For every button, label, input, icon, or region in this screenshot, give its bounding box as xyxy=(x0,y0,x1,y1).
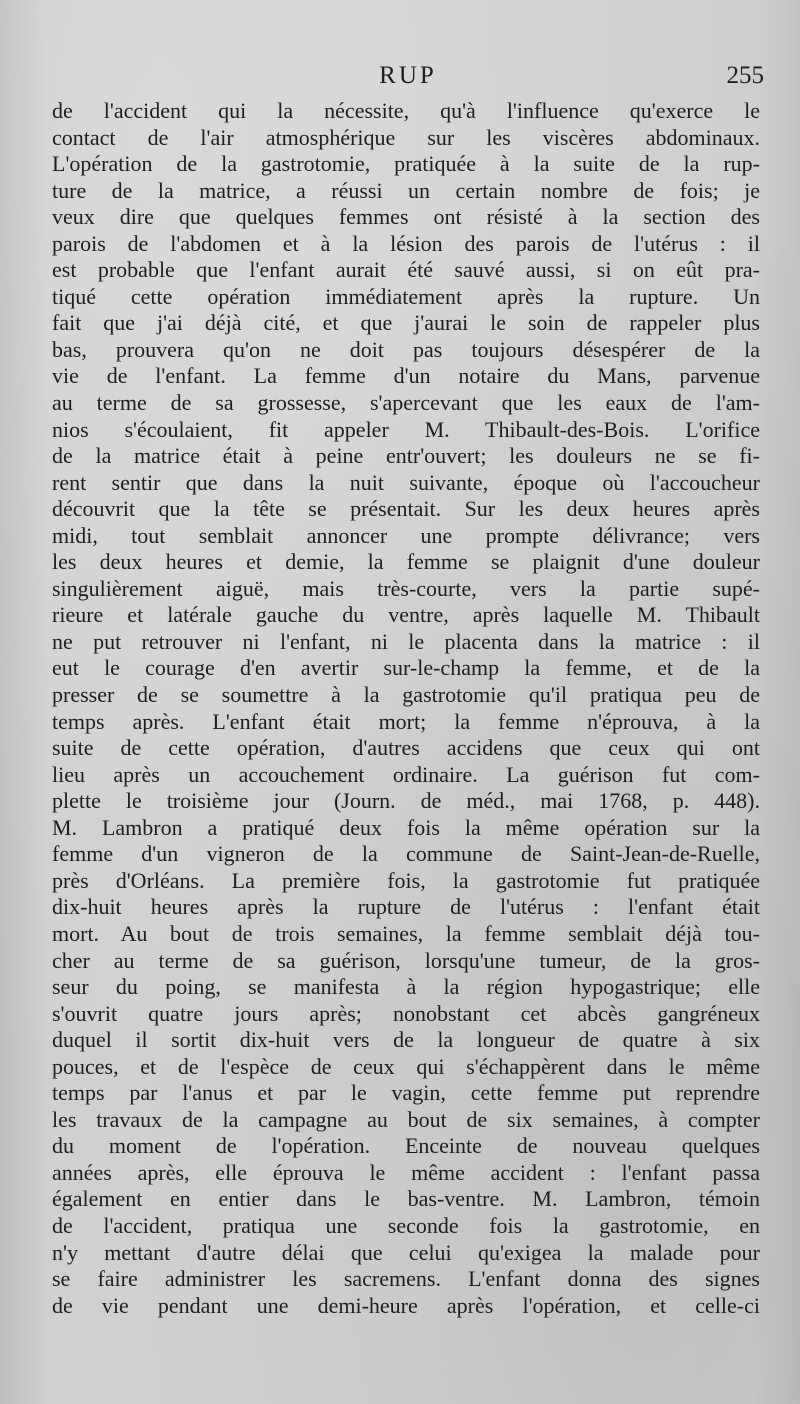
text-line: près d'Orléans. La première fois, la gastrotomie fut pratiquée xyxy=(52,867,760,893)
text-line: seur du poing, se manifesta à la région hypogastrique; elle xyxy=(52,974,760,1000)
text-line: se faire administrer les sacremens. L'enfant donna des signes xyxy=(52,1266,760,1292)
text-line: suite de cette opération, d'autres accidens que ceux qui ont xyxy=(52,735,760,761)
text-line: mort. Au bout de trois semaines, la femme semblait déjà tou- xyxy=(52,920,760,946)
text-line: rent sentir que dans la nuit suivante, époque où l'accoucheur xyxy=(52,469,760,495)
text-line: duquel il sortit dix-huit vers de la longueur de quatre à six xyxy=(52,1027,760,1053)
text-line: eut le courage d'en avertir sur-le-champ la femme, et de la xyxy=(52,655,760,681)
text-line: n'y mettant d'autre délai que celui qu'exigea la malade pour xyxy=(52,1239,760,1265)
text-line: rieure et latérale gauche du ventre, après laquelle M. Thibault xyxy=(52,602,760,628)
text-line: parois de l'abdomen et à la lésion des parois de l'utérus : il xyxy=(52,230,760,256)
text-line: de vie pendant une demi-heure après l'opération, et celle-ci xyxy=(52,1292,760,1318)
text-line: plette le troisième jour (Journ. de méd., mai 1768, p. 448). xyxy=(52,788,760,814)
text-line: lieu après un accouchement ordinaire. La guérison fut com- xyxy=(52,761,760,787)
text-line: cher au terme de sa guérison, lorsqu'une tumeur, de la gros- xyxy=(52,947,760,973)
text-line: L'opération de la gastrotomie, pratiquée à la suite de la rup- xyxy=(52,151,760,177)
text-line: découvrit que la tête se présentait. Sur les deux heures après xyxy=(52,496,760,522)
text-line: également en entier dans le bas-ventre. M. Lambron, témoin xyxy=(52,1186,760,1212)
text-line: temps par l'anus et par le vagin, cette femme put reprendre xyxy=(52,1080,760,1106)
text-line: temps après. L'enfant était mort; la femme n'éprouva, à la xyxy=(52,708,760,734)
text-line: singulièrement aiguë, mais très-courte, vers la partie supé- xyxy=(52,575,760,601)
text-line: midi, tout semblait annoncer une prompte délivrance; vers xyxy=(52,522,760,548)
text-line: nios s'écoulaient, fit appeler M. Thibault-des-Bois. L'orifice xyxy=(52,416,760,442)
body-text xyxy=(52,98,760,1319)
text-line: de l'accident qui la nécessite, qu'à l'influence qu'exerce le xyxy=(52,98,760,123)
text-line: veux dire que quelques femmes ont résisté à la section des xyxy=(52,204,760,230)
text-line: de la matrice était à peine entr'ouvert; les douleurs ne se fi- xyxy=(52,443,760,469)
text-line: M. Lambron a pratiqué deux fois la même opération sur la xyxy=(52,814,760,840)
text-line: presser de se soumettre à la gastrotomie qu'il pratiqua peu de xyxy=(52,682,760,708)
text-line: de l'accident, pratiqua une seconde fois la gastrotomie, en xyxy=(52,1212,760,1238)
text-line: du moment de l'opération. Enceinte de nouveau quelques xyxy=(52,1133,760,1159)
text-line: femme d'un vigneron de la commune de Saint-Jean-de-Ruelle, xyxy=(52,841,760,867)
text-line: les travaux de la campagne au bout de six semaines, à compter xyxy=(52,1106,760,1132)
text-line: années après, elle éprouva le même accident : l'enfant passa xyxy=(52,1159,760,1185)
text-line: bas, prouvera qu'on ne doit pas toujours désespérer de la xyxy=(52,336,760,362)
text-line: ne put retrouver ni l'enfant, ni le placenta dans la matrice : il xyxy=(52,628,760,654)
text-line: est probable que l'enfant aurait été sauvé aussi, si on eût pra- xyxy=(52,257,760,283)
text-line: contact de l'air atmosphérique sur les viscères abdominaux. xyxy=(52,124,760,150)
text-line: fait que j'ai déjà cité, et que j'aurai le soin de rappeler plus xyxy=(52,310,760,336)
text-line: s'ouvrit quatre jours après; nonobstant cet abcès gangréneux xyxy=(52,1000,760,1026)
text-line: ture de la matrice, a réussi un certain nombre de fois; je xyxy=(52,177,760,203)
text-line: tiqué cette opération immédiatement après la rupture. Un xyxy=(52,283,760,309)
text-line: pouces, et de l'espèce de ceux qui s'échappèrent dans le même xyxy=(52,1053,760,1079)
running-head: RUP xyxy=(379,62,437,89)
page-header xyxy=(52,62,764,96)
text-line: les deux heures et demie, la femme se plaignit d'une douleur xyxy=(52,549,760,575)
text-line: vie de l'enfant. La femme d'un notaire du Mans, parvenue xyxy=(52,363,760,389)
page-number: 255 xyxy=(726,62,764,89)
text-line: au terme de sa grossesse, s'apercevant que les eaux de l'am- xyxy=(52,390,760,416)
text-line: dix-huit heures après la rupture de l'utérus : l'enfant était xyxy=(52,894,760,920)
